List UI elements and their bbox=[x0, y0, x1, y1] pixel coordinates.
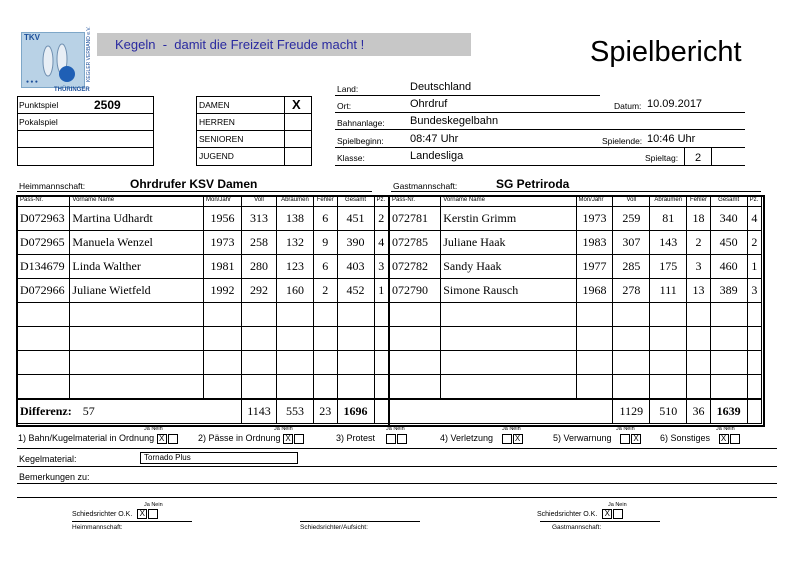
cell-jahr: 1968 bbox=[576, 279, 613, 303]
table-row bbox=[390, 231, 762, 255]
table-row bbox=[390, 279, 762, 303]
cell-abr: 111 bbox=[650, 279, 687, 303]
cell-gesamt: 390 bbox=[337, 231, 374, 255]
guest-totals-row bbox=[390, 399, 762, 424]
logo-bottom-text: THÜRINGER bbox=[54, 87, 90, 93]
cell-voll: 292 bbox=[242, 279, 277, 303]
home-total-gesamt: 1696 bbox=[337, 399, 374, 424]
cell-voll: 313 bbox=[242, 207, 277, 231]
cell-gesamt: 450 bbox=[710, 231, 747, 255]
beginn-label: Spielbeginn: bbox=[337, 136, 384, 146]
check-ja-box[interactable] bbox=[620, 434, 630, 444]
cell-fehler: 2 bbox=[313, 279, 337, 303]
cell-name: Sandy Haak bbox=[441, 255, 576, 279]
cell-pass: D072963 bbox=[18, 207, 70, 231]
guest-header-row bbox=[390, 197, 762, 207]
kegelmaterial-label: Kegelmaterial: bbox=[19, 454, 77, 464]
cell-abr: 132 bbox=[276, 231, 313, 255]
schiri-ok-left bbox=[72, 509, 159, 519]
cell-pass: 072785 bbox=[390, 231, 441, 255]
datum-label: Datum: bbox=[614, 101, 642, 111]
kategorie-jugend: JUGEND bbox=[199, 151, 234, 161]
punktspiel-nr: 2509 bbox=[94, 98, 121, 112]
cell-jahr: 1977 bbox=[576, 255, 613, 279]
check-verletzung bbox=[440, 433, 524, 444]
cell-pz: 4 bbox=[747, 207, 761, 231]
table-row-empty bbox=[390, 351, 762, 375]
cell-pz: 3 bbox=[747, 279, 761, 303]
cell-pz: 2 bbox=[747, 231, 761, 255]
col-fehler: Fehler bbox=[313, 197, 337, 207]
col-pass: Pass-Nr. bbox=[390, 197, 441, 207]
table-row-empty bbox=[390, 327, 762, 351]
table-row-empty bbox=[18, 303, 389, 327]
beginn-value: 08:47 Uhr bbox=[410, 133, 459, 145]
differenz-label: Differenz: bbox=[20, 404, 72, 418]
cell-pass: 072790 bbox=[390, 279, 441, 303]
cell-jahr: 1973 bbox=[204, 231, 242, 255]
logo-letters: TKV bbox=[24, 33, 40, 42]
col-abr: Abräumen bbox=[650, 197, 687, 207]
land-value: Deutschland bbox=[410, 81, 472, 93]
sign-aufsicht: Schiedsrichter/Aufsicht: bbox=[300, 524, 368, 531]
cell-fehler: 9 bbox=[313, 231, 337, 255]
gast-label: Gastmannschaft: bbox=[393, 181, 458, 191]
tkv-logo bbox=[21, 32, 85, 88]
ja-nein-label: Ja Nein bbox=[386, 426, 405, 432]
cell-abr: 160 bbox=[276, 279, 313, 303]
cell-pz: 3 bbox=[374, 255, 388, 279]
cell-jahr: 1983 bbox=[576, 231, 613, 255]
cell-gesamt: 451 bbox=[337, 207, 374, 231]
table-row-empty bbox=[390, 303, 762, 327]
table-row-empty bbox=[390, 375, 762, 400]
logo-side-text: KEGLER VERBAND e.V. bbox=[86, 26, 92, 82]
col-voll: Voll bbox=[242, 197, 277, 207]
cell-fehler: 18 bbox=[687, 207, 711, 231]
check-nein-box[interactable] bbox=[730, 434, 740, 444]
check-sonstiges bbox=[660, 433, 741, 444]
spieltag-box bbox=[684, 147, 712, 166]
ja-nein-label: Ja Nein bbox=[608, 502, 627, 508]
cell-abr: 143 bbox=[650, 231, 687, 255]
schiri-ja-box[interactable]: X bbox=[137, 509, 147, 519]
slogan-banner bbox=[97, 33, 471, 56]
check-ja-box[interactable]: X bbox=[719, 434, 729, 444]
home-total-fehler: 23 bbox=[313, 399, 337, 424]
cell-pz: 1 bbox=[747, 255, 761, 279]
cell-name: Juliane Wietfeld bbox=[70, 279, 204, 303]
logo-dots: ● ● ● bbox=[26, 79, 38, 85]
cell-abr: 123 bbox=[276, 255, 313, 279]
check-ja-box[interactable] bbox=[502, 434, 512, 444]
cell-voll: 285 bbox=[613, 255, 650, 279]
check-label: 3) Protest bbox=[336, 433, 376, 443]
home-total-voll: 1143 bbox=[242, 399, 277, 424]
cell-jahr: 1992 bbox=[204, 279, 242, 303]
check-nein-box[interactable] bbox=[168, 434, 178, 444]
cell-gesamt: 460 bbox=[710, 255, 747, 279]
guest-total-gesamt: 1639 bbox=[710, 399, 747, 424]
schiri-ok-label: Schiedsrichter O.K. bbox=[537, 510, 598, 518]
table-row bbox=[18, 231, 389, 255]
col-pz: Pz. bbox=[747, 197, 761, 207]
cell-name: Kerstin Grimm bbox=[441, 207, 576, 231]
heim-label: Heimmannschaft: bbox=[19, 181, 86, 191]
klasse-label: Klasse: bbox=[337, 153, 365, 163]
col-gesamt: Gesamt bbox=[710, 197, 747, 207]
col-voll: Voll bbox=[613, 197, 650, 207]
cell-pz: 1 bbox=[374, 279, 388, 303]
bahn-value: Bundeskegelbahn bbox=[410, 115, 499, 127]
cell-name: Simone Rausch bbox=[441, 279, 576, 303]
cell-pass: D134679 bbox=[18, 255, 70, 279]
kategorie-damen-mark: X bbox=[292, 97, 301, 112]
check-verwarnung bbox=[553, 433, 642, 444]
col-gesamt: Gesamt bbox=[337, 197, 374, 207]
land-label: Land: bbox=[337, 84, 359, 94]
cell-jahr: 1973 bbox=[576, 207, 613, 231]
slogan-text: Kegeln - damit die Freizeit Freude macht ! bbox=[115, 37, 365, 52]
cell-abr: 138 bbox=[276, 207, 313, 231]
checks-row bbox=[18, 426, 778, 448]
check-label: 1) Bahn/Kugelmaterial in Ordnung bbox=[18, 433, 155, 443]
col-pass: Pass-Nr. bbox=[18, 197, 70, 207]
col-jahr: Mon/Jahr bbox=[204, 197, 242, 207]
cell-pz: 4 bbox=[374, 231, 388, 255]
ort-label: Ort: bbox=[337, 101, 352, 111]
sign-heim: Heimmannschaft: bbox=[72, 524, 123, 531]
kegelmaterial-field[interactable] bbox=[140, 452, 298, 464]
check-protest bbox=[336, 433, 408, 444]
cell-pz: 2 bbox=[374, 207, 388, 231]
cell-name: Manuela Wenzel bbox=[70, 231, 204, 255]
ja-nein-label: Ja Nein bbox=[144, 502, 163, 508]
check-nein-box[interactable]: X bbox=[631, 434, 641, 444]
cell-gesamt: 340 bbox=[710, 207, 747, 231]
check-paesse bbox=[198, 433, 305, 444]
cell-jahr: 1981 bbox=[204, 255, 242, 279]
cell-fehler: 6 bbox=[313, 255, 337, 279]
schiri-ok-right bbox=[537, 509, 624, 519]
gast-team: SG Petriroda bbox=[496, 177, 570, 191]
cell-pass: 072781 bbox=[390, 207, 441, 231]
spieltag-value: 2 bbox=[694, 152, 702, 164]
spieltag-label: Spieltag: bbox=[645, 153, 679, 163]
home-totals-row bbox=[18, 399, 389, 424]
cell-voll: 307 bbox=[613, 231, 650, 255]
cell-voll: 259 bbox=[613, 207, 650, 231]
ort-value: Ohrdruf bbox=[410, 98, 448, 110]
guest-total-fehler: 36 bbox=[687, 399, 711, 424]
cell-fehler: 3 bbox=[687, 255, 711, 279]
schiri-nein-box[interactable] bbox=[148, 509, 158, 519]
cell-fehler: 6 bbox=[313, 207, 337, 231]
home-total-abr: 553 bbox=[276, 399, 313, 424]
table-row bbox=[18, 207, 389, 231]
klasse-value: Landesliga bbox=[410, 150, 464, 162]
differenz-value: 57 bbox=[82, 404, 95, 418]
cell-name: Martina Udhardt bbox=[70, 207, 204, 231]
ende-value: 10:46 Uhr bbox=[647, 133, 696, 145]
col-fehler: Fehler bbox=[687, 197, 711, 207]
kategorie-senioren: SENIOREN bbox=[199, 134, 244, 144]
table-row bbox=[18, 279, 389, 303]
cell-name: Juliane Haak bbox=[441, 231, 576, 255]
col-jahr: Mon/Jahr bbox=[576, 197, 613, 207]
check-label: 5) Verwarnung bbox=[553, 433, 612, 443]
check-ja-box[interactable] bbox=[386, 434, 396, 444]
check-label: 2) Pässe in Ordnung bbox=[198, 433, 281, 443]
table-row bbox=[390, 207, 762, 231]
table-row-empty bbox=[18, 351, 389, 375]
guest-total-abr: 510 bbox=[650, 399, 687, 424]
col-name: Vorname Name bbox=[70, 197, 204, 207]
ja-nein-label: Ja Nein bbox=[502, 426, 521, 432]
cell-abr: 175 bbox=[650, 255, 687, 279]
guest-player-table bbox=[389, 196, 762, 424]
cell-fehler: 13 bbox=[687, 279, 711, 303]
cell-voll: 278 bbox=[613, 279, 650, 303]
page-title: Spielbericht bbox=[590, 36, 742, 68]
cell-fehler: 2 bbox=[687, 231, 711, 255]
bahn-label: Bahnanlage: bbox=[337, 118, 385, 128]
cell-gesamt: 403 bbox=[337, 255, 374, 279]
cell-gesamt: 389 bbox=[710, 279, 747, 303]
kegel-pins-icon bbox=[34, 41, 80, 83]
cell-gesamt: 452 bbox=[337, 279, 374, 303]
pokalspiel-label: Pokalspiel bbox=[19, 117, 58, 127]
check-label: 4) Verletzung bbox=[440, 433, 494, 443]
cell-abr: 81 bbox=[650, 207, 687, 231]
ja-nein-label: Ja Nein bbox=[616, 426, 635, 432]
schiri-nein-box[interactable] bbox=[613, 509, 623, 519]
kegelmaterial-value: Tornado Plus bbox=[144, 453, 191, 462]
cell-pass: D072965 bbox=[18, 231, 70, 255]
check-nein-box[interactable]: X bbox=[513, 434, 523, 444]
table-row bbox=[18, 255, 389, 279]
check-ja-box[interactable]: X bbox=[283, 434, 293, 444]
cell-jahr: 1956 bbox=[204, 207, 242, 231]
table-row bbox=[390, 255, 762, 279]
col-abr: Abräumen bbox=[276, 197, 313, 207]
check-bahn bbox=[18, 433, 179, 444]
ja-nein-label: Ja Nein bbox=[716, 426, 735, 432]
check-ja-box[interactable]: X bbox=[157, 434, 167, 444]
ja-nein-label: Ja Nein bbox=[274, 426, 293, 432]
cell-pass: 072782 bbox=[390, 255, 441, 279]
schiri-ja-box[interactable]: X bbox=[602, 509, 612, 519]
check-nein-box[interactable] bbox=[397, 434, 407, 444]
col-pz: Pz. bbox=[374, 197, 388, 207]
cell-pass: D072966 bbox=[18, 279, 70, 303]
col-name: Vorname Name bbox=[441, 197, 576, 207]
ende-label: Spielende: bbox=[602, 136, 643, 146]
bemerkungen-label: Bemerkungen zu: bbox=[19, 472, 90, 482]
kategorie-damen: DAMEN bbox=[199, 100, 230, 110]
guest-total-voll: 1129 bbox=[613, 399, 650, 424]
cell-voll: 280 bbox=[242, 255, 277, 279]
check-nein-box[interactable] bbox=[294, 434, 304, 444]
check-label: 6) Sonstiges bbox=[660, 433, 711, 443]
table-row-empty bbox=[18, 375, 389, 400]
table-row-empty bbox=[18, 327, 389, 351]
heim-team: Ohrdrufer KSV Damen bbox=[130, 177, 258, 191]
cell-voll: 258 bbox=[242, 231, 277, 255]
punktspiel-label: Punktspiel bbox=[19, 100, 59, 110]
home-player-table bbox=[17, 196, 389, 424]
cell-name: Linda Walther bbox=[70, 255, 204, 279]
sign-gast: Gastmannschaft: bbox=[552, 524, 602, 531]
ja-nein-label: Ja Nein bbox=[144, 426, 163, 432]
schiri-ok-label: Schiedsrichter O.K. bbox=[72, 510, 133, 518]
kategorie-herren: HERREN bbox=[199, 117, 235, 127]
datum-value: 10.09.2017 bbox=[647, 98, 703, 110]
home-header-row bbox=[18, 197, 389, 207]
